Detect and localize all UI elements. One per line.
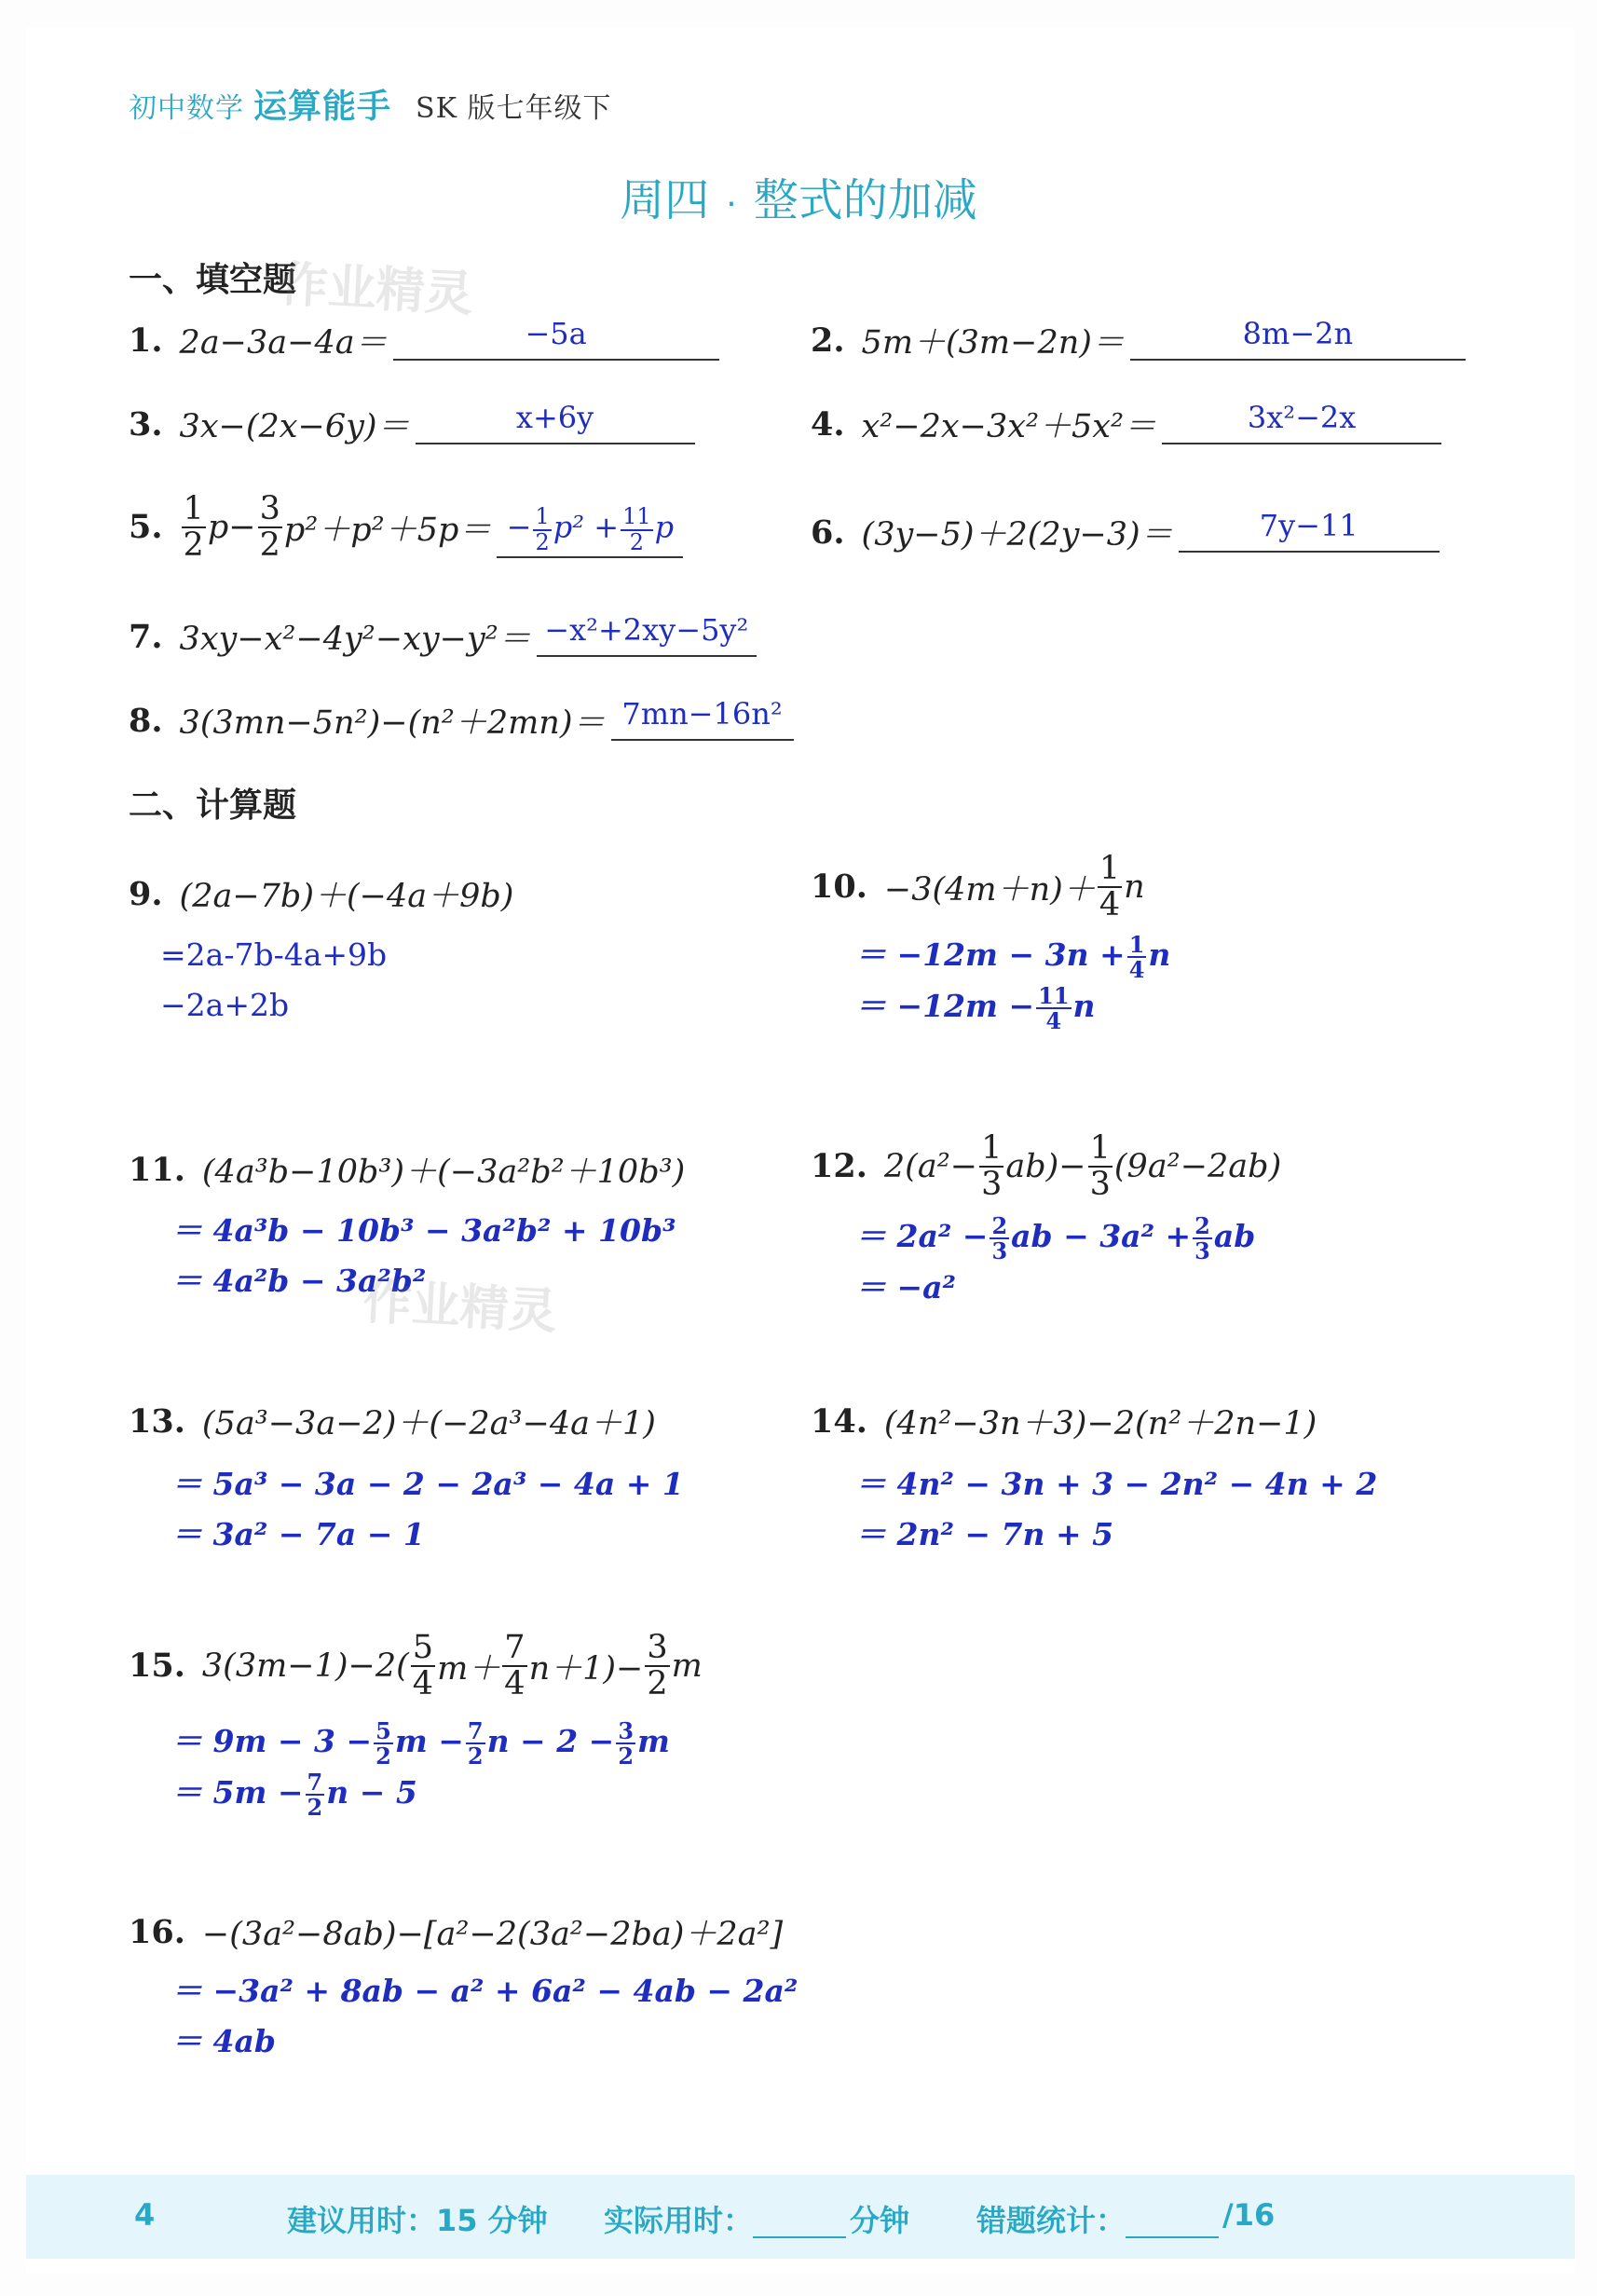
problem-number: 2. xyxy=(811,321,845,360)
solution-step: ＝ 3a² − 7a − 1 xyxy=(171,1516,425,1552)
actual-time-label: 实际用时： xyxy=(604,2203,754,2238)
problem-expression: x²−2x−3x²＋5x²＝ xyxy=(861,408,1157,445)
problem-expression-part: 3(3m−1)−2( xyxy=(201,1647,409,1685)
problem-7 xyxy=(129,613,757,660)
answer-blank[interactable] xyxy=(1130,316,1466,361)
solution-15[interactable] xyxy=(171,1716,670,1822)
solution-step: ＝ 4ab xyxy=(171,2023,276,2059)
solution-step: ＝ −12m − 3n + $\frac{1}{4}$ n xyxy=(855,930,1171,983)
problem-16 xyxy=(129,1908,783,1955)
problem-expression: 3xy−x²−4y²−xy−y²＝ xyxy=(179,621,531,658)
solution-step: −2a+2b xyxy=(160,987,290,1023)
problem-number: 12. xyxy=(811,1147,867,1186)
error-total: /16 xyxy=(1222,2197,1276,2233)
problem-expression: 3(3mn−5n²)−(n²＋2mn)＝ xyxy=(179,704,606,742)
watermark-top: 作业精灵 xyxy=(278,256,475,323)
problem-1 xyxy=(129,317,719,363)
problem-number: 11. xyxy=(129,1150,185,1189)
book-header xyxy=(129,80,612,128)
problem-number: 10. xyxy=(811,868,867,907)
solution-step: ＝ 4n² − 3n + 3 − 2n² − 4n + 2 xyxy=(855,1466,1378,1502)
problem-expression-part: p− xyxy=(207,508,256,546)
solution-13[interactable] xyxy=(171,1459,684,1560)
problem-expression-part: p²＋p²＋5p＝ xyxy=(283,511,492,549)
solution-step: ＝ 5m − $\frac{7}{2}$ n − 5 xyxy=(171,1769,417,1822)
solution-step: =2a-7b-4a+9b xyxy=(160,936,388,973)
title-separator: · xyxy=(726,185,737,224)
problem-2 xyxy=(811,317,1466,363)
watermark-middle: 作业精灵 xyxy=(362,1274,559,1341)
problem-5 xyxy=(129,492,683,563)
problem-expression-part: (9a²−2ab) xyxy=(1113,1147,1282,1185)
problem-12 xyxy=(811,1131,1281,1202)
problem-expression-part: n＋1)− xyxy=(528,1649,644,1688)
brand-label: 运算能手 xyxy=(253,88,392,126)
problem-expression-part: −3(4m＋n)＋ xyxy=(883,870,1096,909)
problem-number: 9. xyxy=(129,874,163,913)
answer-text: 8m−2n xyxy=(1242,316,1354,351)
problem-number: 14. xyxy=(811,1401,867,1441)
solution-step: ＝ 9m − 3 − $\frac{5}{2}$ m − $\frac{7}{2}$ n − 2 − $\frac{3}{2}$ m xyxy=(171,1716,670,1770)
problem-number: 4. xyxy=(811,404,845,444)
section-calculation: 二、计算题 xyxy=(129,786,297,825)
problem-15 xyxy=(129,1631,703,1702)
problem-expression: (5a³−3a−2)＋(−2a³−4a＋1) xyxy=(201,1405,656,1442)
answer-text: − $\frac{1}{2}$ p² + $\frac{11}{2}$ p xyxy=(506,503,675,555)
solution-12[interactable] xyxy=(855,1211,1255,1313)
problem-expression-part: m＋ xyxy=(437,1649,501,1688)
answer-text: −x²+2xy−5y² xyxy=(544,612,749,648)
problem-expression: 3x−(2x−6y)＝ xyxy=(179,408,410,445)
fraction: $\frac{1}{2}$ xyxy=(183,490,204,564)
answer-blank[interactable] xyxy=(497,497,683,558)
problem-expression-part: m xyxy=(671,1647,703,1685)
answer-text: 7mn−16n² xyxy=(621,696,783,731)
answer-blank[interactable] xyxy=(611,696,794,741)
fraction: $\frac{3}{2}$ xyxy=(259,490,280,564)
fraction: $\frac{7}{4}$ xyxy=(504,1629,526,1702)
problem-4 xyxy=(811,401,1441,447)
problem-expression-part: ab)− xyxy=(1005,1147,1086,1185)
problem-8 xyxy=(129,697,794,744)
problem-11 xyxy=(129,1146,685,1193)
fraction: $\frac{5}{4}$ xyxy=(412,1629,434,1702)
problem-14 xyxy=(811,1398,1317,1444)
answer-blank[interactable] xyxy=(416,400,695,444)
problem-number: 1. xyxy=(129,321,163,360)
error-count-input[interactable] xyxy=(1126,2208,1219,2238)
solution-14[interactable] xyxy=(855,1459,1377,1560)
problem-number: 16. xyxy=(129,1912,185,1951)
solution-step: ＝ 4a²b − 3a²b² xyxy=(171,1263,427,1299)
suggested-time: 建议用时：15 分钟 xyxy=(287,2203,548,2238)
solution-10[interactable] xyxy=(855,930,1171,1035)
answer-text: 7y−11 xyxy=(1259,508,1358,543)
problem-number: 3. xyxy=(129,404,163,444)
problem-expression: (3y−5)＋2(2y−3)＝ xyxy=(861,516,1173,554)
solution-step: ＝ 4a³b − 10b³ − 3a²b² + 10b³ xyxy=(171,1212,676,1249)
error-count-label: 错题统计： xyxy=(976,2203,1126,2238)
fraction: $\frac{3}{2}$ xyxy=(647,1629,668,1702)
problem-expression: −(3a²−8ab)−[a²−2(3a²−2ba)＋2a²] xyxy=(201,1916,784,1953)
problem-9 xyxy=(129,870,513,917)
answer-blank[interactable] xyxy=(537,612,757,657)
actual-time-unit: 分钟 xyxy=(850,2203,910,2238)
page-title xyxy=(0,164,1597,228)
problem-number: 8. xyxy=(129,701,163,740)
footer-bar xyxy=(26,2175,1575,2259)
problem-expression: 5m＋(3m−2n)＝ xyxy=(861,324,1125,362)
fraction: $\frac{1}{3}$ xyxy=(1089,1129,1111,1203)
title-week: 周四 xyxy=(620,174,710,226)
solution-16[interactable] xyxy=(171,1966,798,2067)
answer-text: x+6y xyxy=(515,400,594,435)
problem-3 xyxy=(129,401,695,447)
solution-step: ＝ −12m − $\frac{11}{4}$ n xyxy=(855,982,1096,1035)
problem-expression: 2a−3a−4a＝ xyxy=(179,324,388,362)
section-fill-in: 一、填空题 xyxy=(129,261,297,299)
answer-blank[interactable] xyxy=(1179,508,1440,553)
answer-blank[interactable] xyxy=(393,316,719,361)
actual-time-input[interactable] xyxy=(753,2208,846,2238)
answer-text: 3x²−2x xyxy=(1247,400,1357,435)
solution-step: ＝ 5a³ − 3a − 2 − 2a³ − 4a + 1 xyxy=(171,1466,684,1502)
problem-10 xyxy=(811,852,1145,922)
answer-blank[interactable] xyxy=(1162,400,1441,444)
answer-text: −5a xyxy=(525,316,587,351)
series-label: 初中数学 xyxy=(129,92,244,125)
problem-6 xyxy=(811,509,1440,555)
fraction: $\frac{1}{3}$ xyxy=(981,1129,1003,1203)
problem-expression: (2a−7b)＋(−4a＋9b) xyxy=(179,878,514,915)
problem-expression-part: 2(a²− xyxy=(883,1147,978,1185)
problem-expression: (4n²−3n＋3)−2(n²＋2n−1) xyxy=(883,1405,1317,1442)
edition-label: SK 版七年级下 xyxy=(416,92,612,125)
problem-number: 13. xyxy=(129,1401,185,1441)
solution-step: ＝ 2n² − 7n + 5 xyxy=(855,1516,1114,1552)
solution-step: ＝ −3a² + 8ab − a² + 6a² − 4ab − 2a² xyxy=(171,1973,798,2009)
page-number: 4 xyxy=(134,2197,156,2233)
problem-number: 15. xyxy=(129,1647,185,1686)
problem-number: 7. xyxy=(129,617,163,656)
solution-9[interactable] xyxy=(160,930,387,1031)
problem-expression-part: n xyxy=(1124,868,1145,906)
problem-number: 5. xyxy=(129,508,163,547)
problem-13 xyxy=(129,1398,656,1444)
problem-expression: (4a³b−10b³)＋(−3a²b²＋10b³) xyxy=(201,1154,686,1191)
solution-step: ＝ 2a² − $\frac{2}{3}$ ab − 3a² + $\frac{2}{3}$ ab xyxy=(855,1211,1256,1264)
title-topic: 整式的加减 xyxy=(753,174,977,226)
fraction: $\frac{1}{4}$ xyxy=(1099,850,1121,923)
solution-step: ＝ −a² xyxy=(855,1269,956,1306)
problem-number: 6. xyxy=(811,512,845,552)
